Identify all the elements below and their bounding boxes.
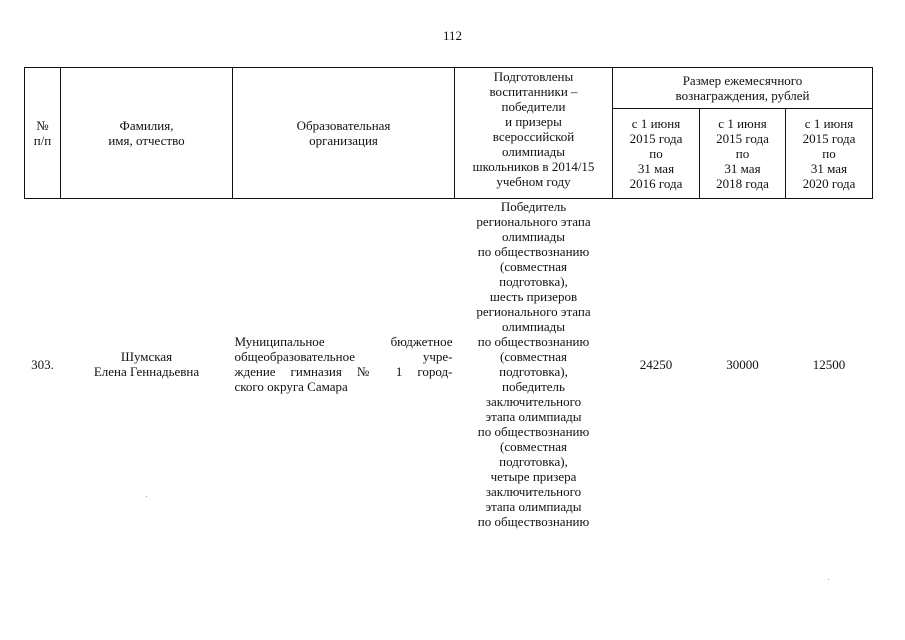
header-period-2016 bbox=[613, 109, 700, 199]
header-period-line: 31 мая bbox=[637, 161, 675, 176]
row-org bbox=[233, 199, 455, 530]
row-name bbox=[61, 199, 233, 530]
achievement-line: Победитель bbox=[500, 199, 567, 214]
row-num: 303. bbox=[31, 356, 54, 372]
achievement-line: по обществознанию bbox=[477, 244, 590, 259]
header-period-line: с 1 июня bbox=[718, 116, 767, 131]
achievement-line: заключительного bbox=[485, 484, 582, 499]
header-period-2018 bbox=[700, 109, 786, 199]
header-prepared-line: Подготовлены bbox=[493, 69, 574, 84]
header-prepared-line: учебном году bbox=[496, 174, 571, 189]
amount-2016: 24250 bbox=[639, 356, 673, 372]
achievement-line: заключительного bbox=[485, 394, 582, 409]
achievement-line: четыре призера bbox=[490, 469, 577, 484]
achievement-line: по обществознанию bbox=[477, 514, 590, 529]
header-period-line: по bbox=[735, 146, 750, 161]
header-period-line: с 1 июня bbox=[631, 116, 681, 131]
row-name-line: Елена Геннадьевна bbox=[93, 364, 200, 379]
achievement-line: (совместная bbox=[500, 259, 567, 274]
achievement-line: регионального этапа bbox=[476, 214, 591, 229]
header-period-2020 bbox=[786, 109, 873, 199]
header-period-line: 2015 года bbox=[802, 131, 856, 146]
header-period-line: 2016 года bbox=[629, 176, 683, 191]
achievement-line: подготовка), bbox=[499, 364, 568, 379]
table-header bbox=[25, 68, 873, 199]
header-award-line: вознаграждения, рублей bbox=[675, 88, 810, 103]
row-org-line: ского округа Самара bbox=[234, 379, 348, 394]
row-org-line: Муниципальное бюджетное bbox=[234, 334, 453, 349]
achievement-line: (совместная bbox=[500, 439, 567, 454]
amount-2020: 12500 bbox=[812, 356, 846, 372]
achievement-line: по обществознанию bbox=[477, 334, 590, 349]
achievement-line: подготовка), bbox=[499, 454, 568, 469]
header-award-line: Размер ежемесячного bbox=[682, 73, 803, 88]
achievement-line: этапа олимпиады bbox=[485, 409, 582, 424]
header-prepared-line: всероссийской bbox=[492, 129, 575, 144]
achievement-line: победитель bbox=[502, 379, 565, 394]
scan-speck bbox=[828, 579, 829, 580]
header-prepared-line: победители bbox=[501, 99, 566, 114]
row-achievements bbox=[455, 199, 613, 530]
header-org bbox=[233, 68, 455, 199]
header-period-line: 2015 года bbox=[716, 131, 769, 146]
row-name-line: Шумская bbox=[120, 349, 173, 364]
awards-table bbox=[24, 67, 873, 529]
scan-speck bbox=[146, 496, 147, 497]
achievement-line: (совместная bbox=[500, 349, 567, 364]
header-period-line: 2015 года bbox=[629, 131, 683, 146]
table-row bbox=[25, 199, 873, 530]
header-name-line: имя, отчество bbox=[108, 133, 185, 148]
header-num-line: п/п bbox=[33, 133, 52, 148]
achievement-line: регионального этапа bbox=[476, 304, 591, 319]
header-name bbox=[61, 68, 233, 199]
header-prepared-line: воспитанники – bbox=[489, 84, 578, 99]
achievement-line: этапа олимпиады bbox=[485, 499, 582, 514]
header-prepared-line: олимпиады bbox=[501, 144, 566, 159]
header-prepared bbox=[455, 68, 613, 199]
header-num bbox=[25, 68, 61, 199]
header-period-line: по bbox=[822, 146, 836, 161]
achievement-line: подготовка), bbox=[499, 274, 568, 289]
header-prepared-line: и призеры bbox=[505, 114, 562, 129]
header-period-line: 2018 года bbox=[716, 176, 769, 191]
header-name-line: Фамилия, bbox=[119, 118, 174, 133]
header-period-line: 31 мая bbox=[810, 161, 848, 176]
header-period-line: с 1 июня bbox=[804, 116, 854, 131]
header-org-line: организация bbox=[309, 133, 378, 148]
header-num-line: № bbox=[36, 118, 49, 133]
page-number: 112 bbox=[442, 28, 463, 43]
row-org-line: общеобразовательное учре- bbox=[234, 349, 453, 364]
header-period-line: 2020 года bbox=[802, 176, 856, 191]
achievement-line: по обществознанию bbox=[477, 424, 590, 439]
header-org-line: Образовательная bbox=[296, 118, 391, 133]
achievement-line: олимпиады bbox=[501, 319, 566, 334]
amount-2018: 30000 bbox=[726, 356, 759, 372]
header-prepared-line: школьников в 2014/15 bbox=[472, 159, 595, 174]
achievement-line: олимпиады bbox=[501, 229, 566, 244]
header-award-group bbox=[613, 68, 873, 109]
achievement-line: шесть призеров bbox=[489, 289, 578, 304]
row-org-line: ждение гимназия № 1 город- bbox=[234, 364, 453, 379]
header-period-line: 31 мая bbox=[724, 161, 761, 176]
header-period-line: по bbox=[649, 146, 663, 161]
